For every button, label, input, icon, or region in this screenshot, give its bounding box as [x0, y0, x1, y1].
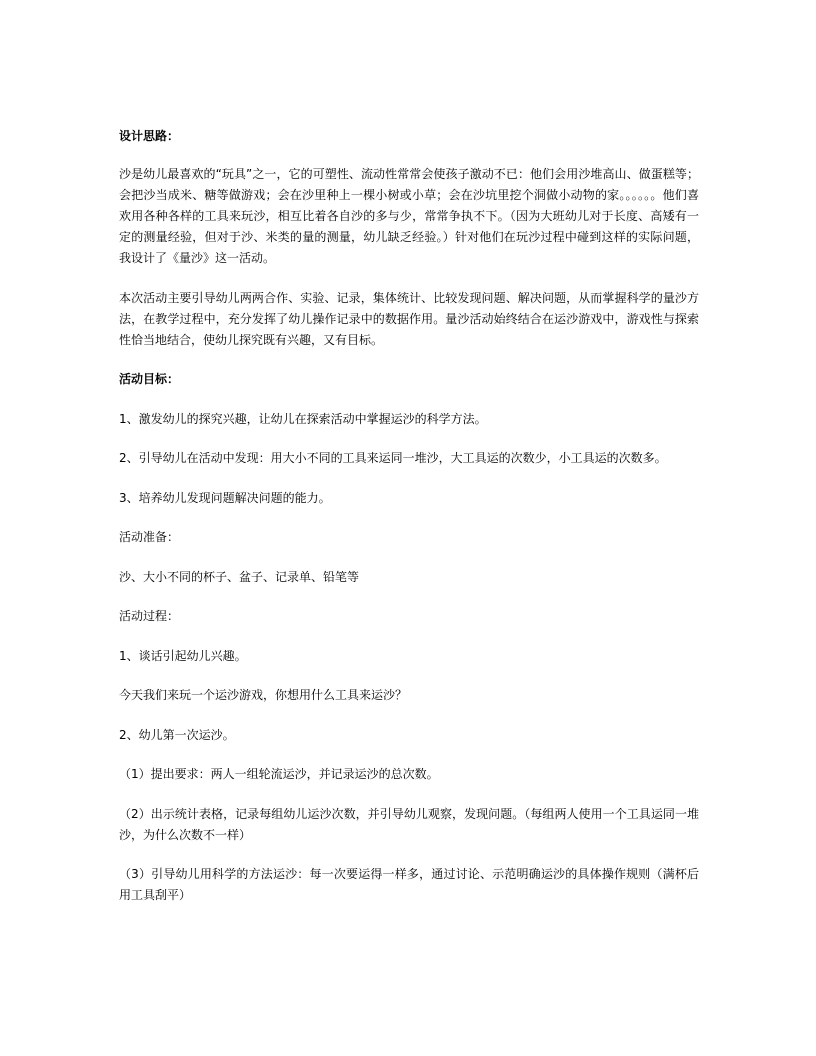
goal-item-1: 1、激发幼儿的探究兴趣，让幼儿在探索活动中掌握运沙的科学方法。 [119, 411, 487, 426]
heading-preparation: 活动准备： [119, 530, 180, 544]
paragraph-design-2: 本次活动主要引导幼儿两两合作、实验、记录，集体统计、比较发现问题、解决问题，从而掌握科学的量沙方法，在教学过程中，充分发挥了幼儿操作记录中的数据作用。量沙活动始终结合在运沙游戏中，游戏性与探索性恰当地结合，使幼儿探究既有兴趣，又有目标。 [119, 290, 699, 347]
process-step-2-3: （3）引导幼儿用科学的方法运沙：每一次要运得一样多，通过讨论、示范明确运沙的具体操作规则（满杯后用工具刮平） [119, 867, 699, 902]
heading-process: 活动过程： [119, 609, 180, 623]
preparation-items: 沙、大小不同的杯子、盆子、记录单、铅笔等 [119, 569, 360, 584]
paragraph-design-1: 沙是幼儿最喜欢的“玩具”之一，它的可塑性、流动性常常会使孩子激动不已：他们会用沙堆高山、做蛋糕等；会把沙当成米、糖等做游戏；会在沙里种上一棵小树或小草；会在沙坑里挖个洞做小动物的家。。。。。。他们喜欢用各种各样的工具来玩沙，相互比着各自沙的多与少，常常争执不下。（因为大班幼儿对于长度、高矮有一定的测量经验，但对于沙、米类的量的测量，幼儿缺乏经验。）针对他们在玩沙过程中碰到这样的实际问题，我设计了《量沙》这一活动。 [119, 167, 699, 265]
heading-goals: 活动目标： [119, 372, 180, 386]
document-page [119, 126, 699, 925]
goal-item-3: 3、培养幼儿发现问题解决问题的能力。 [119, 490, 331, 505]
process-step-1: 1、谈话引起幼儿兴趣。 [119, 648, 247, 663]
process-step-2: 2、幼儿第一次运沙。 [119, 727, 235, 742]
process-step-1-text: 今天我们来玩一个运沙游戏，你想用什么工具来运沙？ [119, 688, 408, 702]
heading-design: 设计思路： [119, 129, 180, 143]
process-step-2-1: （1）提出要求：两人一组轮流运沙，并记录运沙的总次数。 [119, 767, 439, 781]
process-step-2-2: （2）出示统计表格，记录每组幼儿运沙次数，并引导幼儿观察，发现问题。（每组两人使用一个工具运同一堆沙，为什么次数不一样） [119, 806, 699, 842]
goal-item-2: 2、引导幼儿在活动中发现：用大小不同的工具来运同一堆沙，大工具运的次数少，小工具运的次数多。 [119, 451, 667, 465]
